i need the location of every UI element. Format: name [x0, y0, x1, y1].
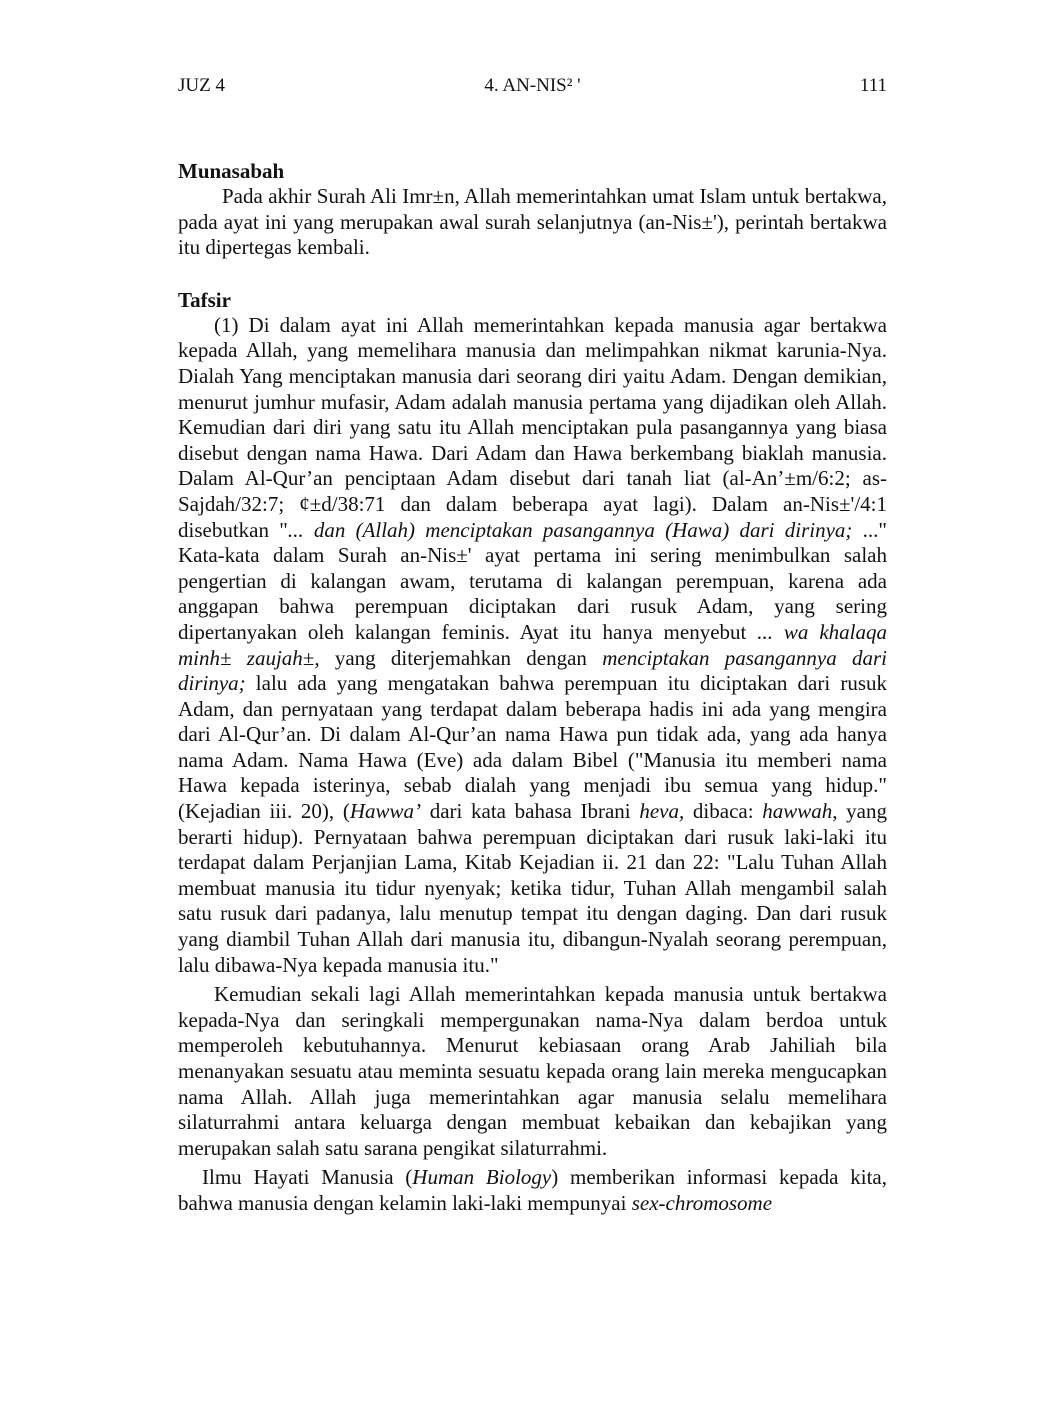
tafsir-p1-quote: ... dan (Allah) menciptakan pasangannya (Hawa) dari dirinya;	[287, 517, 853, 542]
tafsir-p1-arabic-phrase: ... wa khalaqa minh± zaujah±,	[178, 619, 887, 670]
page-header	[178, 73, 887, 99]
tafsir-heading: Tafsir	[178, 287, 231, 312]
tafsir-p1-translation: menciptakan pasangannya dari dirinya;	[178, 645, 888, 696]
tafsir-p1-text-k: dibaca:	[684, 799, 763, 824]
tafsir-p1-text-c: ..." Kata-kata dalam Surah an-Nis±' ayat pertama ini sering menimbulkan salah pengertian di kalangan awam, terutama di kalangan perempuan, karena ada anggapan bahwa perempuan diciptakan dari rusuk Adam, yang sering dipertanyakan oleh kalangan feminis. Ayat itu hanya menyebut	[178, 517, 887, 644]
tafsir-p1-text-m: yang berarti hidup). Pernyataan bahwa perempuan diciptakan dari rusuk laki-laki itu terdapat dalam Perjanjian Lama, Kitab Kejadian ii. 21 dan 22: "Lalu Tuhan Allah membuat manusia itu tidur nyenyak; ketika tidur, Tuhan Allah mengambil salah satu rusuk dari padanya, lalu menutup tempat itu dengan daging. Dan dari rusuk yang diambil Tuhan Allah dari manusia itu, dibangun-Nyalah seorang perempuan, lalu dibawa-Nya kepada manusia itu."	[178, 799, 888, 977]
tafsir-p3-text-c: ) memberikan informasi kepada kita, bahwa manusia dengan kelamin laki-laki mempunyai	[178, 1165, 887, 1215]
tafsir-p3-human-biology: Human Biology	[412, 1165, 552, 1190]
tafsir-p1-hawwah: hawwah,	[762, 799, 838, 824]
tafsir-p3-text-a: Ilmu Hayati Manusia (	[202, 1165, 413, 1190]
tafsir-paragraph-2: Kemudian sekali lagi Allah memerintahkan kepada manusia untuk bertakwa kepada-Nya dan seringkali mempergunakan nama-Nya dalam berdoa untuk memperoleh kebutuhannya. Menurut kebiasaan orang Arab Jahiliah bila menanyakan sesuatu atau meminta sesuatu kepada orang lain mereka mengucapkan nama Allah. Allah juga memerintahkan agar manusia selalu memelihara silaturrahmi antara keluarga dengan membuat kebaikan dan kebajikan yang merupakan salah satu sarana pengikat silaturrahmi.	[178, 982, 887, 1160]
munasabah-heading: Munasabah	[178, 159, 285, 183]
header-surah: 4. AN-NIS² '	[484, 75, 581, 96]
tafsir-p1-text-a: (1) Di dalam ayat ini Allah memerintahkan kepada manusia agar bertakwa kepada Allah, yang memelihara manusia dan melimpahkan nikmat karunia-Nya. Dialah Yang menciptakan manusia dari seorang diri yaitu Adam. Dengan demikian, menurut jumhur mufasir, Adam adalah manusia pertama yang dijadikan oleh Allah. Kemudian dari diri yang satu itu Allah menciptakan pula pasangannya yang biasa disebut dengan nama Hawa. Dari Adam dan Hawa berkembang biaklah manusia. Dalam Al-Qur’an penciptaan Adam disebut dari tanah liat (al-An’±m/6:2; as-Sajdah/32:7; ¢±d/38:71 dan dalam beberapa ayat lagi). Dalam an-Nis±'/4:1 disebutkan "	[178, 312, 887, 542]
tafsir-p1-text-e: yang diterjemahkan dengan	[319, 645, 603, 670]
tafsir-p1-heva: heva,	[639, 799, 685, 824]
tafsir-p1-text-g: lalu ada yang mengatakan bahwa perempuan itu diciptakan dari rusuk Adam, dan pernyataan yang terdapat dalam beberapa hadis ini ada yang mengira dari Al-Qur’an. Di dalam Al-Qur’an nama Hawa pun tidak ada, yang ada hanya nama Adam. Nama Hawa (Eve) ada dalam Bibel ("Manusia itu memberi nama Hawa kepada isterinya, sebab dialah yang menjadi ibu semua yang hidup." (Kejadian iii. 20), (	[178, 671, 887, 824]
tafsir-p1-hawwa: Hawwa’	[349, 799, 422, 824]
tafsir-paragraph-1	[178, 313, 887, 978]
header-juz: JUZ 4	[178, 75, 225, 96]
page-content	[178, 158, 887, 1217]
munasabah-paragraph: Pada akhir Surah Ali Imr±n, Allah memerintahkan umat Islam untuk bertakwa, pada ayat ini yang merupakan awal surah selanjutnya (an-Nis±'), perintah bertakwa itu dipertegas kembali.	[178, 184, 887, 260]
tafsir-p3-sex-chromosome: sex-chromosome	[631, 1190, 773, 1215]
tafsir-paragraph-3	[178, 1165, 887, 1216]
header-page-number: 111	[859, 75, 887, 96]
section-spacer	[178, 261, 887, 287]
tafsir-p1-text-i: dari kata bahasa Ibrani	[421, 799, 640, 824]
